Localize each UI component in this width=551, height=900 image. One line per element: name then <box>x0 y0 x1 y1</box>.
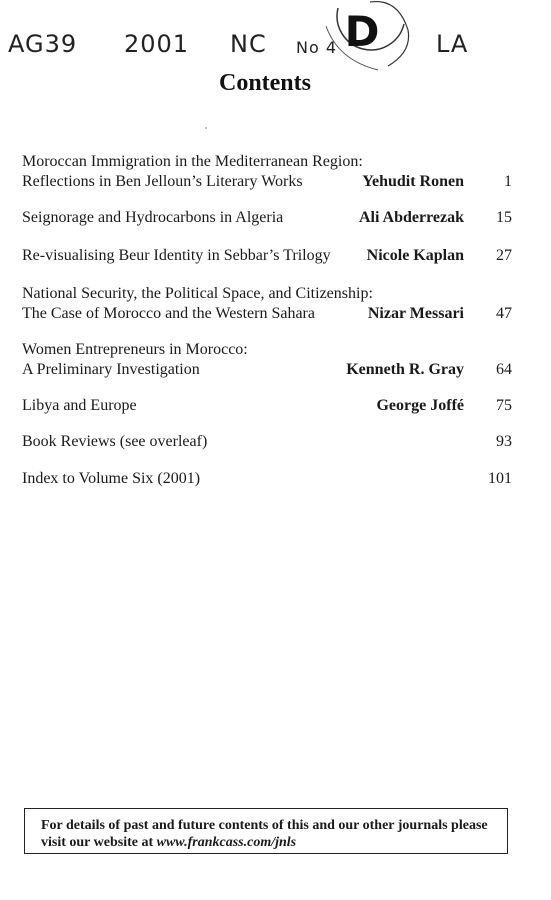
toc-line <box>22 284 512 304</box>
page-title: Contents <box>218 70 311 96</box>
entry-author: Yehudit Ronen <box>362 173 464 190</box>
entry-author: George Joffé <box>376 397 464 414</box>
entry-page-number: 101 <box>488 470 512 487</box>
library-stamp <box>318 0 414 74</box>
entry-page-number: 93 <box>496 433 512 450</box>
entry-page-number: 27 <box>496 247 512 264</box>
entry-page-number: 1 <box>504 173 512 190</box>
toc-line <box>22 172 512 192</box>
toc-line <box>22 469 512 489</box>
entry-author: Kenneth R. Gray <box>346 361 464 378</box>
entry-title-line: Index to Volume Six (2001) <box>22 470 201 487</box>
entry-title-line: Book Reviews (see overleaf) <box>22 433 208 450</box>
entry-title-line: Re-visualising Beur Identity in Sebbar’s Trilogy <box>22 247 331 264</box>
notice-line-2 <box>41 834 491 851</box>
toc-entry[interactable] <box>22 396 512 416</box>
entry-page-number: 64 <box>496 361 512 378</box>
notice-line-1: For details of past and future contents of this and our other journals please <box>41 818 488 833</box>
toc-entry[interactable] <box>22 284 512 324</box>
toc-line <box>22 360 512 380</box>
entry-title-line: Seignorage and Hydrocarbons in Algeria <box>22 209 284 226</box>
handwritten-mark-4: No 4 <box>296 38 338 57</box>
speck <box>205 127 207 129</box>
toc-line <box>22 340 512 360</box>
handwritten-mark-5: LA <box>436 30 469 58</box>
toc-entry[interactable] <box>22 246 512 266</box>
toc-line <box>22 396 512 416</box>
entry-title-line: The Case of Morocco and the Western Sahara <box>22 305 315 322</box>
notice-prefix: visit our website at <box>41 835 157 850</box>
toc-entry[interactable] <box>22 432 512 452</box>
toc-entry[interactable] <box>22 469 512 489</box>
toc-entry[interactable] <box>22 208 512 228</box>
entry-title-line: Women Entrepreneurs in Morocco: <box>22 341 248 358</box>
toc-line <box>22 208 512 228</box>
toc-line <box>22 152 512 172</box>
handwritten-mark-3: NC <box>230 30 267 58</box>
entry-page-number: 15 <box>496 209 512 226</box>
toc-entry[interactable] <box>22 152 512 192</box>
toc-entry[interactable] <box>22 340 512 380</box>
toc-line <box>22 432 512 452</box>
entry-title-line: Moroccan Immigration in the Mediterranean Region: <box>22 153 363 170</box>
website-link[interactable]: www.frankcass.com/jnls <box>156 835 297 850</box>
entry-title-line: Reflections in Ben Jelloun’s Literary Works <box>22 173 303 190</box>
handwritten-mark-1: AG39 <box>8 30 78 58</box>
entry-author: Nizar Messari <box>367 305 464 322</box>
entry-title-line: National Security, the Political Space, and Citizenship: <box>22 285 373 302</box>
entry-title-line: A Preliminary Investigation <box>22 361 200 378</box>
entry-page-number: 75 <box>496 397 512 414</box>
entry-author: Nicole Kaplan <box>366 247 464 264</box>
stamp-letter: D <box>344 7 380 56</box>
toc-line <box>22 304 512 324</box>
toc-line <box>22 246 512 266</box>
website-notice-box <box>24 808 508 854</box>
handwritten-mark-2: 2001 <box>124 30 190 58</box>
entry-page-number: 47 <box>496 305 512 322</box>
entry-title-line: Libya and Europe <box>22 397 137 414</box>
entry-author: Ali Abderrezak <box>358 209 464 226</box>
